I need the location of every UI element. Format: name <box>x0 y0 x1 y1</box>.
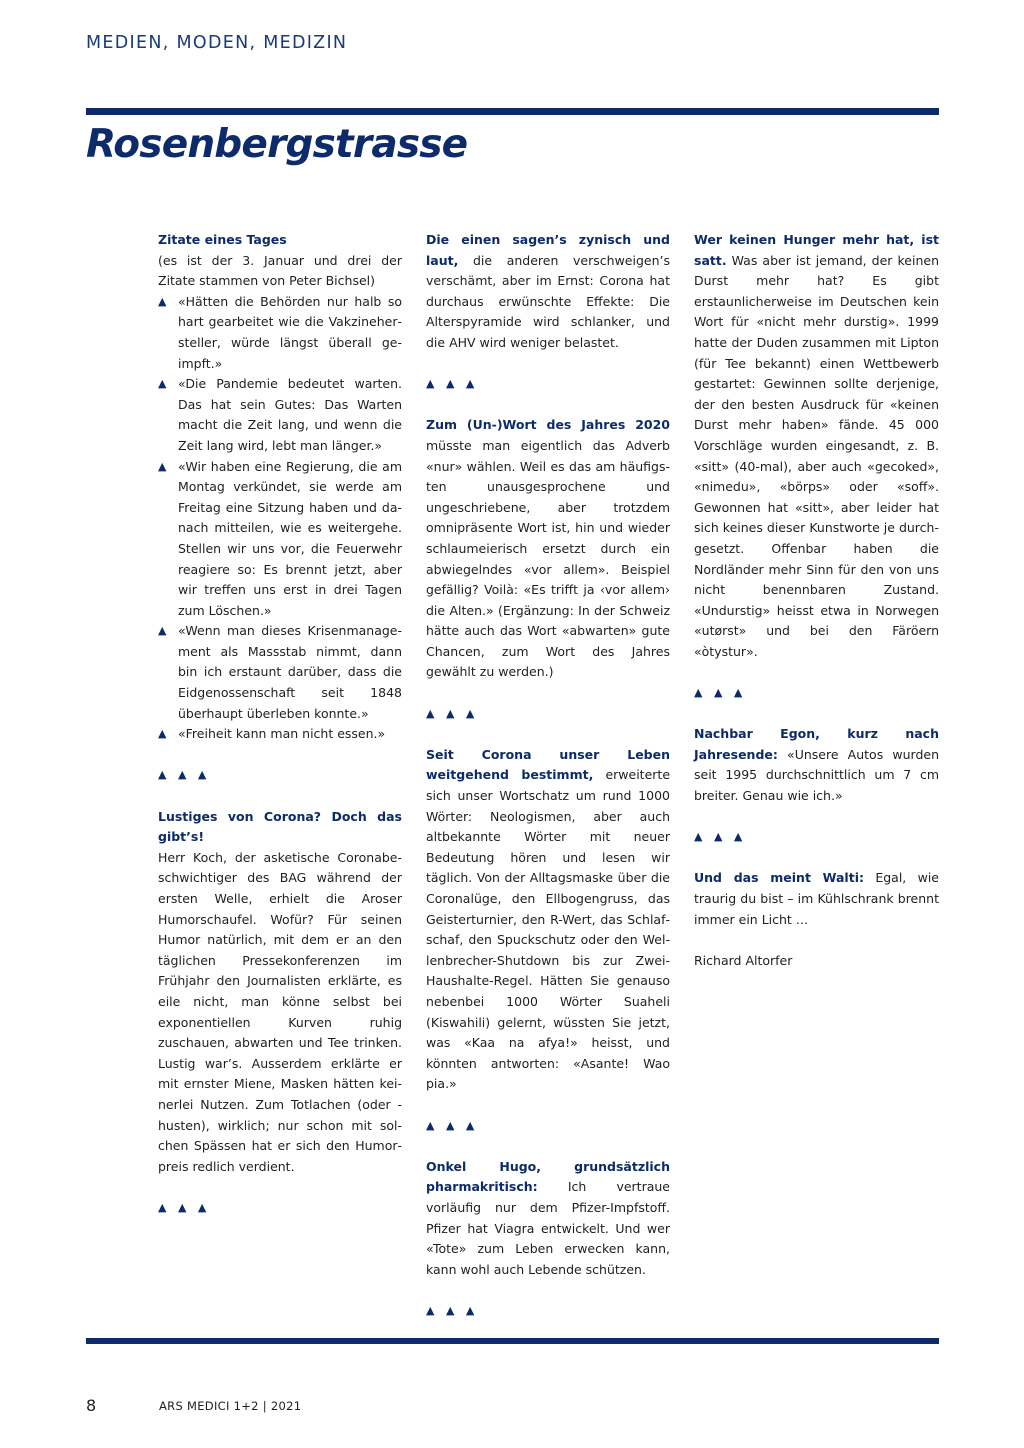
separator-triangles-icon: ▲ ▲ ▲ <box>426 1118 479 1132</box>
bottom-rule <box>86 1338 939 1344</box>
lead-walti: Und das meint Walti: <box>694 870 864 886</box>
lead-wortschatz: Seit Corona unser Leben weitgehend bestimmt, <box>426 746 670 783</box>
list-item: ▲ «Wir haben eine Regierung, die am Montag verkündet, sie werde am Freitag eine Sitzung haben und danach mitteilen, wie es weitergehe. Stellen wir uns vor, die Feuerwehr reagiere so: Es brennt jetzt, aber wir treffen uns erst in drei Tagen zum Löschen.» <box>158 458 402 618</box>
author-name: Richard Altorfer <box>694 952 793 968</box>
triangle-bullet-icon: ▲ <box>158 294 167 308</box>
separator-triangles-icon: ▲ ▲ ▲ <box>426 1303 479 1317</box>
lead-zynisch: Die einen sagen’s zynisch und laut, <box>426 232 670 268</box>
page-number: 8 <box>86 1396 97 1415</box>
lead-unwort: Zum (Un-)Wort des Jahres 2020 <box>426 417 670 433</box>
list-item: ▲ «Die Pandemie bedeutet warten. Das hat sein Gutes: Das Warten macht die Zeit lang, und wenn die Zeit lang wird, lebt man länger.» <box>158 376 402 453</box>
separator-triangles-icon: ▲ ▲ ▲ <box>158 1200 211 1214</box>
triangle-bullet-icon: ▲ <box>158 727 167 741</box>
body-text: die anderen verschweigen’s verschämt, aber im Ernst: Corona hat durchaus erwünschte Effekte: Die Alterspyramide wird schlanker, und die AHV wird weniger belastet. <box>426 252 670 350</box>
separator-triangles-icon: ▲ ▲ ▲ <box>158 768 211 782</box>
list-item: ▲ «Hätten die Behörden nur halb so hart gearbeitet wie die Vakzinehersteller, würde längst überall geimpft.» <box>158 293 402 371</box>
page-title: Rosenbergstrasse <box>86 122 468 167</box>
journal-footer: ARS MEDICI 1+2 | 2021 <box>159 1399 302 1413</box>
triangle-bullet-icon: ▲ <box>158 459 167 473</box>
separator-triangles-icon: ▲ ▲ ▲ <box>426 706 479 720</box>
triangle-bullet-icon: ▲ <box>158 377 167 391</box>
list-item: ▲ «Freiheit kann man nicht essen.» <box>158 724 402 745</box>
section-label: MEDIEN, MODEN, MEDIZIN <box>86 33 348 53</box>
intro-text: (es ist der 3. Januar und drei der Zitate stammen von Peter Bichsel) <box>158 252 402 289</box>
separator-triangles-icon: ▲ ▲ ▲ <box>694 686 747 700</box>
body-text: Ich vertraue vorläufig nur dem Pfizer-Impfstoff. Pfizer hat Viagra entwickelt. Und wer «Tote» zum Leben erwecken kann, kann wohl auch Lebende schützen. <box>426 1179 670 1277</box>
lead-lustiges: Lustiges von Corona? Doch das gibt’s! <box>158 808 402 845</box>
column-2 <box>426 230 670 1342</box>
separator-triangles-icon: ▲ ▲ ▲ <box>694 830 747 844</box>
top-rule <box>86 108 939 115</box>
lead-nachbar-egon: Nachbar Egon, kurz nach Jahresende: <box>694 726 939 762</box>
separator-triangles-icon: ▲ ▲ ▲ <box>426 377 479 391</box>
body-text: Was aber ist jemand, der keinen Durst mehr hat? Es gibt erstaunlicherweise im Deutschen kein Wort für «nicht mehr durstig». 1999 hatte der Duden zusammen mit Lipton (für Tee bekannt) einen Wettbewerb gestartet: Gewinnen sollte derjenige, der den besten Ausdruck für «keinen Durst mehr haben» fände. 45 000 Vorschläge wurden eingesandt, z. B. «sitt» (40-mal), aber auch «gecoked», «nimedu», «börps» oder «soff». Gewonnen hat «sitt», aber leider hat sich keines dieser Kunstworte je durchgesetzt. Offenbar haben die Nordländer mehr Sinn für den von uns nicht benennbaren Zustand. «Undurstig» heisst etwa in Norwegen «utørst» und bei den Färöern «òtystur». <box>694 252 939 659</box>
quote-list <box>158 292 402 745</box>
lead-zitate: Zitate eines Tages <box>158 232 287 247</box>
column-1 <box>158 230 402 1239</box>
body-text: Egal, wie traurig du bist – im Kühlschrank brennt immer ein Licht … <box>694 870 940 927</box>
body-text: müsste man eigentlich das Adverb «nur» wählen. Weil es das am häufigsten unausgesprochene und ungeschriebene, aber trotzdem omnipräsente Wort ist, hin und wieder schlaumeierisch ersetzt durch ein abwiegelndes «vor allem». Beispiel gefällig? Voilà: «Es trifft ja ‹vor allem› die Alten.» (Ergänzung: In der Schweiz hätte auch das Wort «abwarten» gute Chancen, zum Wort des Jahres gewählt zu werden.) <box>426 437 670 680</box>
body-text: «Unsere Autos wurden seit 1995 durchschnittlich um 7 cm breiter. Genau wie ich.» <box>694 746 939 804</box>
triangle-bullet-icon: ▲ <box>158 624 167 638</box>
lead-onkel-hugo: Onkel Hugo, grundsätzlich pharmakritisch: <box>426 1158 670 1195</box>
lead-durst: Wer keinen Hunger mehr hat, ist satt. <box>694 232 939 268</box>
body-text: Herr Koch, der asketische Coronabeschwichtiger des BAG während der ersten Welle, erhielt die Aroser Humorschaufel. Wofür? Für seinen Humor natürlich, mit dem er an den täglichen Pressekonferenzen im Frühjahr den Journalisten erklärte, es eile nicht, man könne selbst bei exponentiellen Kurven ruhig zuschauen, abwarten und Tee trinken. Lustig war’s. Ausserdem erklärte er mit ernster Miene, Masken hätten keinerlei Nutzen. Zum Totlachen (oder -husten), wirklich; nur schon mit solchen Spässen hat er sich den Humorpreis redlich verdient. <box>158 849 402 1174</box>
body-text: erweiterte sich unser Wortschatz um rund 1000 Wörter: Neologismen, aber auch altbekannte Wörter mit neuer Bedeutung hören und lesen wir täglich. Von der Alltagsmaske über die Coronalüge, den Ellbogengruss, das Geisterturnier, den R-Wert, das Schlafschaf, den Spuckschutz oder den Wellenbrecher-Shutdown bis zur Zwei-Haushalte-Regel. Hätten Sie genauso nebenbei 1000 Wörter Suaheli (Kiswahili) gelernt, wüssten Sie jetzt, was «Kaa na afya!» heisst, und könnten antworten: «Asante! Wao pia.» <box>426 767 671 1092</box>
list-item: ▲ «Wenn man dieses Krisenmanagement als Massstab nimmt, dann bin ich erstaunt darüber, dass die Eidgenossenschaft seit 1848 überhaupt überleben konnte.» <box>158 623 402 721</box>
column-3 <box>694 230 939 971</box>
